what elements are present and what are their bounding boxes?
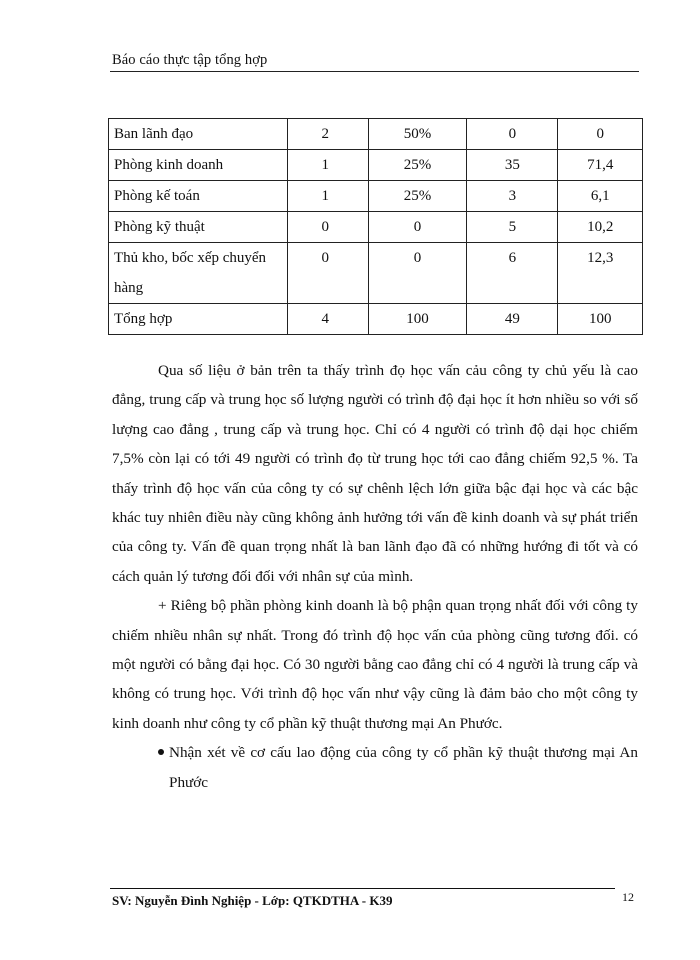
table-cell: 0: [287, 243, 368, 304]
table-cell-department: Phòng kỹ thuật: [109, 212, 288, 243]
table-cell: 49: [467, 304, 558, 335]
paragraph-sales-department: + Riêng bộ phần phòng kinh doanh là bộ phận quan trọng nhất đối với công ty chiếm nhiều nhân sự nhất. Trong đó trình độ học vấn của phòng cũng tương đối. có một người có bằng đại học. Có 30 người bằng cao đẳng chỉ có 4 người là trung cấp và không có trung học. Với trình độ học vấn như vậy cũng là đảm bảo cho một công ty kinh doanh như công ty cổ phần kỹ thuật thương mại An Phước.: [112, 597, 638, 732]
table-cell-department: Thủ kho, bốc xếp chuyển hàng: [109, 243, 288, 304]
staff-education-table: [108, 118, 643, 335]
table-cell: 6: [467, 243, 558, 304]
table-cell: 0: [467, 119, 558, 150]
body-text: [112, 356, 638, 797]
table-cell: 2: [287, 119, 368, 150]
table-cell: 100: [558, 304, 643, 335]
header-divider: [110, 71, 639, 72]
table-cell: 50%: [368, 119, 467, 150]
table-cell: 1: [287, 181, 368, 212]
table-cell: 25%: [368, 181, 467, 212]
table-cell: 6,1: [558, 181, 643, 212]
table-cell: 4: [287, 304, 368, 335]
table-cell: 35: [467, 150, 558, 181]
table-cell: 5: [467, 212, 558, 243]
table-row: [109, 212, 643, 243]
bullet-item: [112, 738, 638, 797]
page-number: 12: [622, 890, 634, 904]
table-cell: 10,2: [558, 212, 643, 243]
table-cell: 0: [368, 243, 467, 304]
table-cell: 3: [467, 181, 558, 212]
table-row: [109, 119, 643, 150]
table-cell: 100: [368, 304, 467, 335]
table-row: [109, 304, 643, 335]
page-header-title: Báo cáo thực tập tổng hợp: [112, 52, 268, 68]
footer-divider: [110, 888, 615, 889]
table-cell: 0: [558, 119, 643, 150]
table-cell: 12,3: [558, 243, 643, 304]
bullet-dot-icon: [158, 749, 164, 755]
table-cell: 25%: [368, 150, 467, 181]
table-row: [109, 243, 643, 304]
table-cell: 0: [368, 212, 467, 243]
table-cell: 1: [287, 150, 368, 181]
table-cell: 71,4: [558, 150, 643, 181]
table-cell-department: Ban lãnh đạo: [109, 119, 288, 150]
table-row: [109, 181, 643, 212]
paragraph-analysis: Qua số liệu ở bản trên ta thấy trình đọ học vấn cảu công ty chủ yếu là cao đẳng, trung cấp và trung học số lượng người có trình độ đại học ít hơn nhiều so với số lượng cao đẳng , trung cấp và trung học. Chỉ có 4 người có trình độ dại học chiếm 7,5% còn lại có tới 49 người có trình đọ từ trung học tới cao đẳng chiếm 92,5 %. Ta thấy trình độ học vấn của công ty có sự chênh lệch lớn giữa bậc đại học và các bậc khác tuy nhiên điều này cũng không ảnh hưởng tới vấn đề kinh doanh và sự phát triển của công ty. Vấn đề quan trọng nhất là ban lãnh đạo đã có những hướng đi tốt và có cách quản lý tương đối đối với nhân sự của mình.: [112, 362, 638, 585]
table-cell-department: Tổng hợp: [109, 304, 288, 335]
table-row: [109, 150, 643, 181]
bullet-text: Nhận xét về cơ cấu lao động của công ty cổ phần kỹ thuật thương mại An Phước: [169, 744, 638, 791]
table-cell-department: Phòng kế toán: [109, 181, 288, 212]
footer-student-info: SV: Nguyễn Đình Nghiệp - Lớp: QTKDTHA - K39: [112, 893, 393, 908]
table-cell-department: Phòng kinh doanh: [109, 150, 288, 181]
table-cell: 0: [287, 212, 368, 243]
